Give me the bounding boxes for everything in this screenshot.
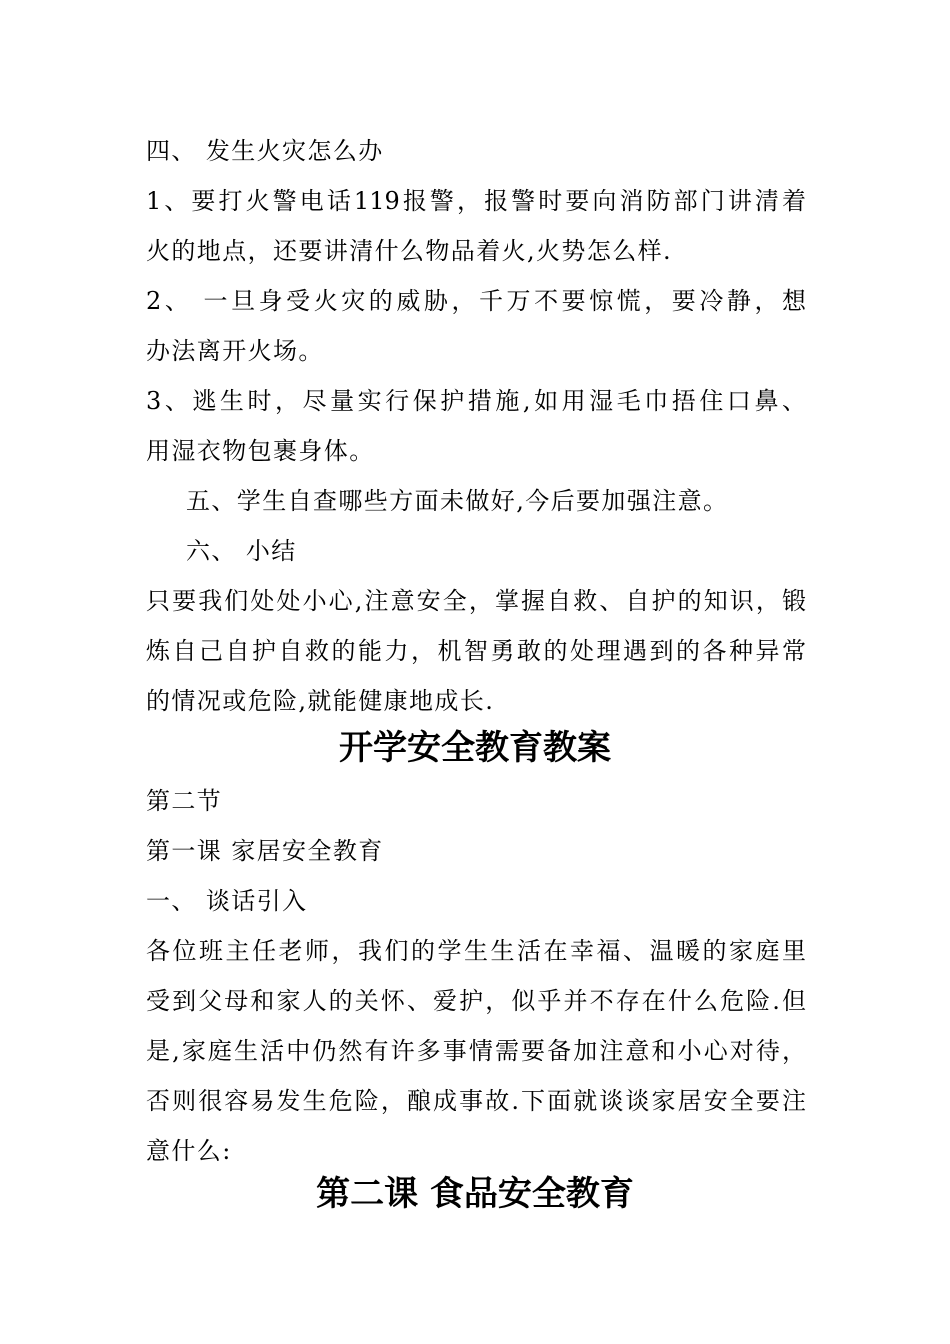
paragraph-line: 的情况或危险,就能健康地成长. [146, 687, 495, 715]
paragraph-line: 是,家庭生活中仍然有许多事情需要备加注意和小心对待， [146, 1037, 806, 1065]
paragraph-line: 炼自己自护自救的能力，机智勇敢的处理遇到的各种异常 [146, 637, 806, 665]
paragraph-line: 火的地点，还要讲清什么物品着火,火势怎么样. [146, 237, 673, 265]
section-heading-fire: 四、 发生火灾怎么办 [146, 137, 384, 165]
paragraph-line: 1、要打火警电话119报警，报警时要向消防部门讲清着 [146, 187, 806, 215]
paragraph-line: 各位班主任老师，我们的学生生活在幸福、温暖的家庭里 [146, 937, 806, 965]
section-heading-intro: 一、 谈话引入 [146, 887, 308, 915]
document-title: 开学安全教育教案 [339, 728, 611, 768]
paragraph-line: 只要我们处处小心,注意安全，掌握自救、自护的知识，锻 [146, 587, 806, 615]
paragraph-line: 受到父母和家人的关怀、爱护，似乎并不存在什么危险.但 [146, 987, 806, 1015]
paragraph-line: 否则很容易发生危险，酿成事故.下面就谈谈家居安全要注 [146, 1087, 806, 1115]
paragraph-line: 意什么: [146, 1137, 232, 1165]
paragraph-line: 2、 一旦身受火灾的威胁，千万不要惊慌，要冷静，想 [146, 287, 806, 315]
paragraph-line: 3、逃生时，尽量实行保护措施,如用湿毛巾捂住口鼻、 [146, 387, 806, 415]
lesson2-heading: 第二课 食品安全教育 [316, 1174, 634, 1214]
paragraph-line: 办法离开火场。 [146, 337, 324, 365]
section-label: 第二节 [146, 787, 223, 815]
section-heading-summary: 六、 小结 [186, 537, 297, 565]
section-heading-self-check: 五、学生自查哪些方面未做好,今后要加强注意。 [186, 487, 729, 515]
lesson-heading: 第一课 家居安全教育 [146, 837, 384, 865]
paragraph-line: 用湿衣物包裹身体。 [146, 437, 375, 465]
